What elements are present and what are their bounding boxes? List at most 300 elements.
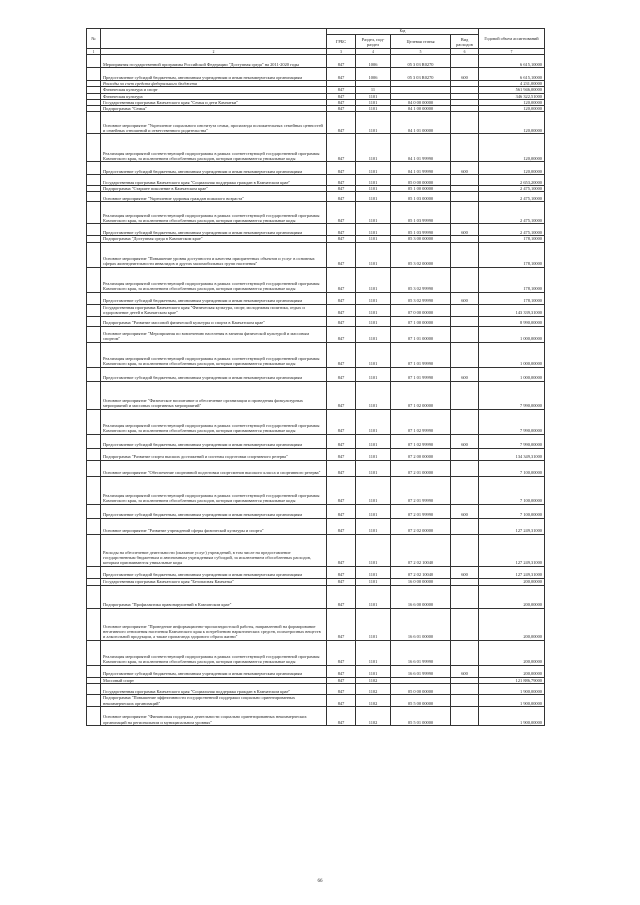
row-amount-cell: 6 615,10000	[479, 55, 545, 68]
row-amount-cell: 127 249,31000	[479, 534, 545, 566]
header-name	[101, 29, 327, 49]
table-row	[87, 566, 545, 578]
row-no-cell	[87, 706, 101, 725]
row-type-cell	[451, 578, 479, 585]
row-section-cell: 1101	[356, 476, 391, 504]
col-number: 3	[327, 49, 356, 55]
row-amount-cell: 561 946,00000	[479, 87, 545, 93]
row-target-cell: 07 0 00 00000	[391, 304, 451, 316]
row-grbs-cell: 847	[327, 242, 356, 267]
table-row	[87, 326, 545, 342]
table-row	[87, 476, 545, 504]
row-name-cell: Государственная программа Камчатского края "Физическая культура, спорт, молодежная политика, отдых и оздоровление детей в Камчатском крае"	[101, 304, 327, 316]
table-row	[87, 367, 545, 381]
table-row	[87, 640, 545, 665]
budget-table	[86, 28, 545, 726]
row-name-cell: Основное мероприятие "Обеспечение спортивной подготовки спортсменов высокого класса и спортивного резерва"	[101, 460, 327, 476]
row-section-cell: 1101	[356, 608, 391, 640]
row-name-cell: Предоставление субсидий бюджетным, автономным учреждениям и иным некоммерческим организациям	[101, 224, 327, 236]
row-amount-cell: 120,00000	[479, 112, 545, 134]
row-target-cell: 16 6 01 99990	[391, 665, 451, 677]
row-target-cell: 07 1 02 99990	[391, 409, 451, 434]
row-name-cell: Основное мероприятие "Финансовая поддержка деятельности социально ориентированных некоммерческих организаций на региональном и муниципальном уровнях"	[101, 706, 327, 725]
table-row	[87, 316, 545, 326]
row-type-cell: 600	[451, 665, 479, 677]
table-row	[87, 242, 545, 267]
row-section-cell: 1006	[356, 68, 391, 81]
row-target-cell: 04 1 01 00000	[391, 112, 451, 134]
row-section-cell: 11	[356, 87, 391, 93]
row-type-cell	[451, 242, 479, 267]
row-name-cell: Физическая культура	[101, 93, 327, 99]
row-name-cell: Основное мероприятие "Укрепление социального института семьи, пропаганда положительных семейных ценностей и семейных отношений и ответственного родительства"	[101, 112, 327, 134]
row-name-cell: Основное мероприятие "Мероприятия по вовлечению населения в занятия физической культурой и массовым спортом"	[101, 326, 327, 342]
row-no-cell	[87, 578, 101, 585]
row-amount-cell: 1 900,00000	[479, 694, 545, 706]
row-name-cell: Предоставление субсидий бюджетным, автономным учреждениям и иным некоммерческим организациям	[101, 162, 327, 175]
row-section-cell: 1101	[356, 162, 391, 175]
row-name-cell: Реализация мероприятий соответствующей подпрограммы в рамках соответствующей государственной программы Камчатского края, за исключением обособленных расходов, которым присваиваются уникальные коды	[101, 640, 327, 665]
row-no-cell	[87, 367, 101, 381]
row-type-cell: 600	[451, 68, 479, 81]
row-section-cell: 1101	[356, 175, 391, 186]
row-amount-cell: 7 990,00000	[479, 409, 545, 434]
row-no-cell	[87, 585, 101, 608]
row-type-cell	[451, 409, 479, 434]
row-grbs-cell: 847	[327, 448, 356, 460]
row-type-cell	[451, 316, 479, 326]
row-no-cell	[87, 326, 101, 342]
row-name-cell: Расходы на обеспечение деятельности (оказание услуг) учреждений, в том числе на предоставление государственным бюджетным и автономным учреждениям субсидий, за исключением обособленных расходов, которым присваиваются уникальные коды	[101, 534, 327, 566]
row-amount-cell: 1 900,00000	[479, 706, 545, 725]
row-section-cell: 1101	[356, 112, 391, 134]
table-row	[87, 518, 545, 534]
row-name-cell: Реализация мероприятий соответствующей подпрограммы в рамках соответствующей государственной программы Камчатского края, за исключением обособленных расходов, которым присваиваются уникальные коды	[101, 202, 327, 224]
row-no-cell	[87, 304, 101, 316]
row-amount-cell: 7 990,00000	[479, 434, 545, 448]
row-name-cell: Подпрограмма "Развитие массовой физической культуры и спорта в Камчатском крае"	[101, 316, 327, 326]
row-section-cell: 1101	[356, 134, 391, 162]
row-name-cell: Реализация мероприятий соответствующей подпрограммы в рамках соответствующей государственной программы Камчатского края, за исключением обособленных расходов, которым присваиваются уникальные коды	[101, 134, 327, 162]
row-section-cell: 1101	[356, 409, 391, 434]
table-row	[87, 381, 545, 409]
row-section-cell: 1101	[356, 448, 391, 460]
row-name-cell: Предоставление субсидий бюджетным, автономным учреждениям и иным некоммерческим организациям	[101, 434, 327, 448]
row-no-cell	[87, 192, 101, 202]
row-amount-cell: 121 886,79000	[479, 677, 545, 683]
col-number: 2	[101, 49, 327, 55]
row-target-cell: 04 1 00 00000	[391, 106, 451, 112]
table-row	[87, 706, 545, 725]
row-type-cell: 600	[451, 434, 479, 448]
row-no-cell	[87, 518, 101, 534]
row-grbs-cell: 847	[327, 55, 356, 68]
row-grbs-cell: 847	[327, 202, 356, 224]
row-name-cell: Основное мероприятие "Физическое воспитание и обеспечение организации и проведения физкультурных мероприятий и массовых спортивных мероприятий"	[101, 381, 327, 409]
row-section-cell: 1101	[356, 578, 391, 585]
row-no-cell	[87, 342, 101, 367]
row-section-cell: 1102	[356, 694, 391, 706]
row-grbs-cell: 847	[327, 409, 356, 434]
row-section-cell: 1101	[356, 316, 391, 326]
row-target-cell: 07 2 01 99990	[391, 476, 451, 504]
row-section-cell: 1101	[356, 186, 391, 192]
row-name-cell: Подпрограмма "Повышение эффективности государственной поддержки социально ориентированных некоммерческих организаций"	[101, 694, 327, 706]
row-amount-cell: 346 322,51000	[479, 93, 545, 99]
row-target-cell: 05 3 02 99990	[391, 267, 451, 292]
row-target-cell: 07 2 01 00000	[391, 460, 451, 476]
row-target-cell: 05 3 02 99990	[391, 292, 451, 304]
row-target-cell: 05 1 00 00000	[391, 186, 451, 192]
row-type-cell	[451, 640, 479, 665]
row-target-cell: 05 1 03 99990	[391, 202, 451, 224]
table-row	[87, 112, 545, 134]
row-amount-cell: 127 249,31000	[479, 566, 545, 578]
row-amount-cell: 1 000,00000	[479, 326, 545, 342]
header-target: Целевая статья	[391, 35, 451, 49]
row-name-cell: Подпрограмма "Доступная среда в Камчатском крае"	[101, 236, 327, 242]
row-target-cell: 05 3 03 R0270	[391, 68, 451, 81]
row-type-cell	[451, 134, 479, 162]
header-grbs: ГРБС	[327, 35, 356, 49]
row-target-cell: 05 5 01 00000	[391, 706, 451, 725]
row-section-cell: 1101	[356, 236, 391, 242]
row-target-cell: 07 1 01 00000	[391, 326, 451, 342]
row-amount-cell: 7 100,00000	[479, 476, 545, 504]
row-amount-cell: 2 475,10000	[479, 202, 545, 224]
row-type-cell	[451, 585, 479, 608]
row-section-cell: 1101	[356, 460, 391, 476]
row-amount-cell: 120,00000	[479, 99, 545, 105]
row-grbs-cell: 847	[327, 518, 356, 534]
row-amount-cell: 200,00000	[479, 665, 545, 677]
row-no-cell	[87, 534, 101, 566]
row-target-cell: 05 3 00 00000	[391, 236, 451, 242]
table-row	[87, 162, 545, 175]
row-target-cell: 07 1 01 99990	[391, 342, 451, 367]
row-grbs-cell: 847	[327, 640, 356, 665]
row-grbs-cell: 847	[327, 106, 356, 112]
row-target-cell: 07 2 00 00000	[391, 448, 451, 460]
row-grbs-cell: 847	[327, 677, 356, 683]
row-section-cell: 1101	[356, 326, 391, 342]
row-grbs-cell: 847	[327, 292, 356, 304]
row-section-cell: 1101	[356, 566, 391, 578]
row-type-cell	[451, 534, 479, 566]
row-no-cell	[87, 267, 101, 292]
row-section-cell: 1101	[356, 585, 391, 608]
row-section-cell: 1101	[356, 518, 391, 534]
row-amount-cell: 200,00000	[479, 608, 545, 640]
row-no-cell	[87, 381, 101, 409]
row-no-cell	[87, 55, 101, 68]
row-name-cell: Государственная программа Камчатского края "Социальная поддержка граждан в Камчатском крае"	[101, 175, 327, 186]
row-type-cell	[451, 518, 479, 534]
table-row	[87, 68, 545, 81]
row-no-cell	[87, 694, 101, 706]
row-grbs-cell: 847	[327, 326, 356, 342]
col-number: 1	[87, 49, 101, 55]
row-no-cell	[87, 608, 101, 640]
row-name-cell: Предоставление субсидий бюджетным, автономным учреждениям и иным некоммерческим организациям	[101, 367, 327, 381]
row-amount-cell: 2 475,10000	[479, 224, 545, 236]
table-row	[87, 55, 545, 68]
row-name-cell: Расходы за счет средств федерального бюджета	[101, 81, 327, 87]
row-grbs-cell: 847	[327, 93, 356, 99]
row-no-cell	[87, 316, 101, 326]
row-target-cell: 16 6 01 00000	[391, 608, 451, 640]
row-amount-cell: 8 990,00000	[479, 316, 545, 326]
row-type-cell	[451, 326, 479, 342]
row-amount-cell: 7 100,00000	[479, 504, 545, 518]
row-grbs-cell: 847	[327, 304, 356, 316]
row-type-cell	[451, 202, 479, 224]
row-type-cell	[451, 608, 479, 640]
budget-table-body	[87, 49, 545, 726]
row-target-cell: 07 2 02 10040	[391, 566, 451, 578]
row-grbs-cell: 847	[327, 694, 356, 706]
row-amount-cell: 200,00000	[479, 585, 545, 608]
row-section-cell: 1101	[356, 267, 391, 292]
row-name-cell: Предоставление субсидий бюджетным, автономным учреждениям и иным некоммерческим организациям	[101, 566, 327, 578]
row-section-cell: 1101	[356, 192, 391, 202]
row-name-cell: Предоставление субсидий бюджетным, автономным учреждениям и иным некоммерческим организациям	[101, 292, 327, 304]
row-name-cell: Подпрограмма "Профилактика правонарушений в Камчатском крае"	[101, 585, 327, 608]
row-name-cell: Физическая культура и спорт	[101, 87, 327, 93]
row-amount-cell: 7 100,00000	[479, 460, 545, 476]
row-grbs-cell: 847	[327, 224, 356, 236]
row-name-cell: Предоставление субсидий бюджетным, автономным учреждениям и иным некоммерческим организациям	[101, 68, 327, 81]
row-name-cell: Массовый спорт	[101, 677, 327, 683]
row-amount-cell: 1 000,00000	[479, 342, 545, 367]
row-type-cell: 600	[451, 292, 479, 304]
row-no-cell	[87, 409, 101, 434]
row-no-cell	[87, 566, 101, 578]
row-name-cell: Мероприятия государственной программы Российской Федерации "Доступная среда" на 2011-2020 годы	[101, 55, 327, 68]
row-grbs-cell: 847	[327, 186, 356, 192]
table-row	[87, 585, 545, 608]
row-target-cell: 04 1 01 99990	[391, 134, 451, 162]
row-no-cell	[87, 476, 101, 504]
row-no-cell	[87, 134, 101, 162]
row-section-cell: 1102	[356, 677, 391, 683]
row-name-cell: Основное мероприятие "Повышение уровня доступности и качества приоритетных объектов и услуг в основных сферах жизнедеятельности инвалидов и других маломобильных групп населения"	[101, 242, 327, 267]
row-target-cell: 05 1 03 00000	[391, 192, 451, 202]
row-grbs-cell: 847	[327, 316, 356, 326]
table-row	[87, 665, 545, 677]
row-grbs-cell: 847	[327, 267, 356, 292]
row-type-cell: 600	[451, 162, 479, 175]
row-section-cell: 1101	[356, 534, 391, 566]
row-type-cell	[451, 304, 479, 316]
row-name-cell: Государственная программа Камчатского края "Социальная поддержка граждан в Камчатском крае"	[101, 683, 327, 694]
row-type-cell	[451, 460, 479, 476]
row-name-cell: Подпрограмма "Развитие спорта высших достижений и системы подготовки спортивного резерва"	[101, 448, 327, 460]
row-amount-cell: 2 475,10000	[479, 186, 545, 192]
row-target-cell: 05 3 02 00000	[391, 242, 451, 267]
header-section: Раздел, под-раздел	[356, 35, 391, 49]
row-grbs-cell: 847	[327, 476, 356, 504]
row-grbs-cell: 847	[327, 87, 356, 93]
row-amount-cell: 178,10000	[479, 292, 545, 304]
row-target-cell: 07 2 01 99990	[391, 504, 451, 518]
row-name-cell: Государственная программа Камчатского края "Безопасная Камчатка"	[101, 578, 327, 585]
row-section-cell: 1101	[356, 381, 391, 409]
row-grbs-cell: 847	[327, 367, 356, 381]
row-section-cell: 1101	[356, 242, 391, 267]
row-type-cell	[451, 267, 479, 292]
row-type-cell	[451, 683, 479, 694]
row-type-cell	[451, 55, 479, 68]
row-section-cell: 1101	[356, 106, 391, 112]
row-no-cell	[87, 640, 101, 665]
row-grbs-cell: 847	[327, 608, 356, 640]
row-grbs-cell: 847	[327, 99, 356, 105]
header-code-group: Код	[327, 29, 479, 35]
row-no-cell	[87, 175, 101, 186]
header-amount: Годовой объем ассигнований	[479, 29, 545, 49]
col-number: 4	[356, 49, 391, 55]
row-amount-cell: 143 339,31000	[479, 304, 545, 316]
row-amount-cell: 1 000,00000	[479, 367, 545, 381]
row-target-cell: 04 0 00 00000	[391, 99, 451, 105]
row-amount-cell: 120,00000	[479, 106, 545, 112]
row-target-cell: 16 6 01 99990	[391, 640, 451, 665]
row-name-cell: Подпрограмма "Семья"	[101, 106, 327, 112]
row-name-cell: Государственная программа Камчатского края "Семья и дети Камчатки"	[101, 99, 327, 105]
row-name-cell: Предоставление субсидий бюджетным, автономным учреждениям и иным некоммерческим организациям	[101, 504, 327, 518]
col-number: 7	[479, 49, 545, 55]
row-section-cell: 1101	[356, 292, 391, 304]
row-target-cell: 05 3 03 R0270	[391, 55, 451, 68]
row-section-cell: 1101	[356, 93, 391, 99]
table-row	[87, 694, 545, 706]
row-grbs-cell: 847	[327, 134, 356, 162]
page-number: 66	[317, 879, 323, 884]
table-row	[87, 448, 545, 460]
row-amount-cell: 2 475,10000	[479, 192, 545, 202]
row-grbs-cell: 847	[327, 585, 356, 608]
row-no-cell	[87, 112, 101, 134]
row-grbs-cell: 847	[327, 665, 356, 677]
row-no-cell	[87, 683, 101, 694]
row-section-cell: 1101	[356, 367, 391, 381]
table-row	[87, 292, 545, 304]
row-target-cell: 07 1 02 00000	[391, 381, 451, 409]
row-type-cell: 600	[451, 367, 479, 381]
row-no-cell	[87, 162, 101, 175]
row-type-cell	[451, 192, 479, 202]
row-name-cell: Подпрограмма "Старшее поколение в Камчатском крае"	[101, 186, 327, 192]
row-target-cell: 07 2 02 10040	[391, 534, 451, 566]
row-section-cell: 1101	[356, 665, 391, 677]
row-amount-cell: 6 615,10000	[479, 68, 545, 81]
table-row	[87, 267, 545, 292]
header-type: Вид расходов	[451, 35, 479, 49]
row-type-cell	[451, 175, 479, 186]
header-no: №	[87, 29, 101, 49]
row-amount-cell: 178,10000	[479, 242, 545, 267]
row-target-cell: 04 1 01 99990	[391, 162, 451, 175]
row-grbs-cell: 847	[327, 68, 356, 81]
row-target-cell: 05 0 00 00000	[391, 683, 451, 694]
row-target-cell: 05 1 03 99990	[391, 224, 451, 236]
row-target-cell: 05 0 00 00000	[391, 175, 451, 186]
row-section-cell: 1102	[356, 706, 391, 725]
row-amount-cell: 178,10000	[479, 267, 545, 292]
row-target-cell: 07 1 00 00000	[391, 316, 451, 326]
row-grbs-cell: 847	[327, 578, 356, 585]
row-type-cell	[451, 342, 479, 367]
row-section-cell: 1101	[356, 434, 391, 448]
row-type-cell	[451, 694, 479, 706]
row-no-cell	[87, 434, 101, 448]
row-no-cell	[87, 292, 101, 304]
table-row	[87, 534, 545, 566]
table-row	[87, 134, 545, 162]
row-section-cell: 1101	[356, 99, 391, 105]
row-no-cell	[87, 202, 101, 224]
row-no-cell	[87, 224, 101, 236]
row-section-cell: 1101	[356, 304, 391, 316]
table-row	[87, 683, 545, 694]
row-target-cell: 07 1 02 99990	[391, 434, 451, 448]
row-amount-cell: 134 349,31000	[479, 448, 545, 460]
row-no-cell	[87, 448, 101, 460]
row-section-cell: 1101	[356, 504, 391, 518]
row-name-cell: Реализация мероприятий соответствующей подпрограммы в рамках соответствующей государственной программы Камчатского края, за исключением обособленных расходов, которым присваиваются уникальные коды	[101, 409, 327, 434]
row-no-cell	[87, 460, 101, 476]
row-name-cell: Реализация мероприятий соответствующей подпрограммы в рамках соответствующей государственной программы Камчатского края, за исключением обособленных расходов, которым присваиваются уникальные коды	[101, 476, 327, 504]
row-target-cell: 16 0 00 00000	[391, 578, 451, 585]
row-section-cell: 1101	[356, 224, 391, 236]
row-amount-cell: 120,00000	[479, 162, 545, 175]
row-section-cell: 1101	[356, 640, 391, 665]
row-type-cell: 600	[451, 504, 479, 518]
row-amount-cell: 1 900,00000	[479, 683, 545, 694]
table-row	[87, 175, 545, 186]
row-type-cell	[451, 706, 479, 725]
row-grbs-cell: 847	[327, 175, 356, 186]
row-no-cell	[87, 242, 101, 267]
row-grbs-cell: 847	[327, 342, 356, 367]
table-row	[87, 578, 545, 585]
row-amount-cell: 127 249,31000	[479, 518, 545, 534]
row-name-cell: Основное мероприятие "Укрепление здоровья граждан пожилого возраста"	[101, 192, 327, 202]
row-amount-cell: 178,10000	[479, 236, 545, 242]
row-no-cell	[87, 504, 101, 518]
row-grbs-cell: 847	[327, 192, 356, 202]
col-number: 5	[391, 49, 451, 55]
col-number: 6	[451, 49, 479, 55]
row-section-cell: 1102	[356, 683, 391, 694]
row-grbs-cell: 847	[327, 112, 356, 134]
row-name-cell: Предоставление субсидий бюджетным, автономным учреждениям и иным некоммерческим организациям	[101, 665, 327, 677]
table-row	[87, 192, 545, 202]
row-name-cell: Основное мероприятие "Развитие учреждений сферы физической культуры и спорта"	[101, 518, 327, 534]
row-type-cell: 600	[451, 566, 479, 578]
table-row	[87, 409, 545, 434]
row-grbs-cell: 847	[327, 434, 356, 448]
row-grbs-cell: 847	[327, 504, 356, 518]
row-target-cell: 16 6 00 00000	[391, 585, 451, 608]
row-no-cell	[87, 665, 101, 677]
table-row	[87, 608, 545, 640]
row-type-cell	[451, 112, 479, 134]
row-section-cell: 1006	[356, 55, 391, 68]
table-row	[87, 304, 545, 316]
row-grbs-cell: 847	[327, 381, 356, 409]
